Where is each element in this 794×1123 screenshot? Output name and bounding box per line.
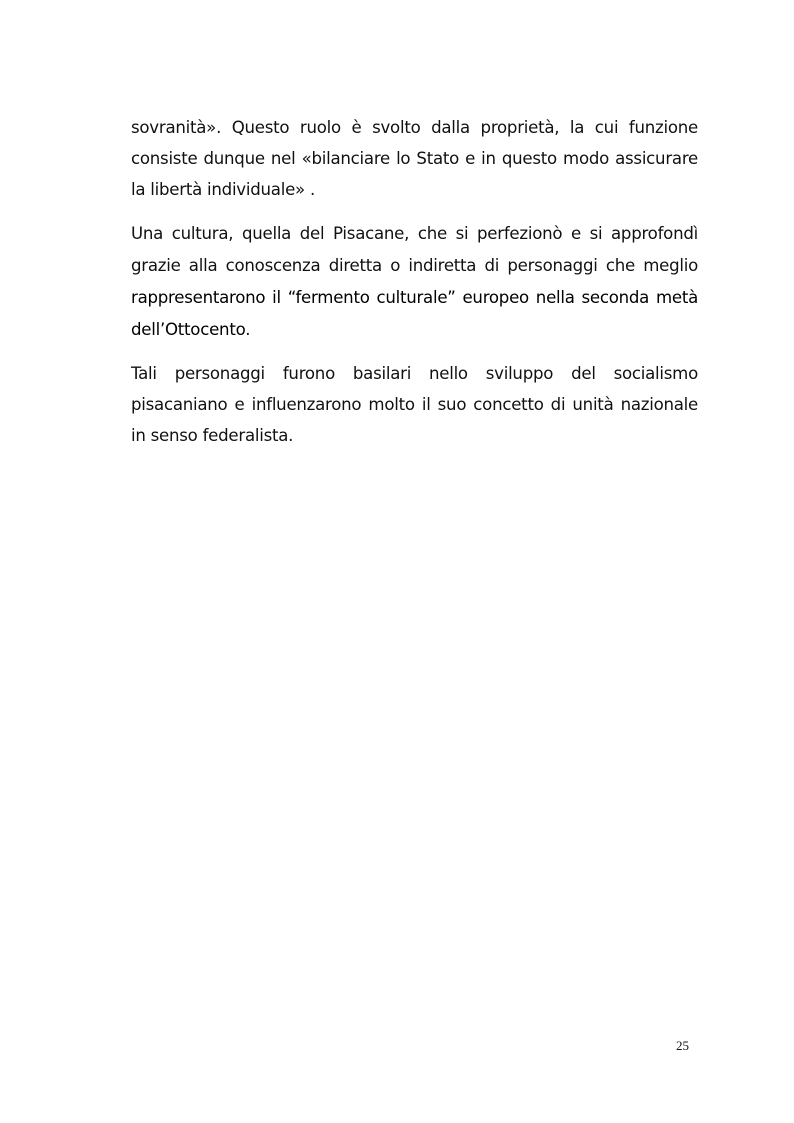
body-text: [131, 112, 698, 451]
paragraph-2: [131, 218, 698, 346]
paragraph-2-highlighted-text: rappresentarono il “fermento culturale” europeo nella seconda metà dell’Ottocento: [131, 288, 698, 339]
paragraph-2-end-punctuation: .: [245, 320, 251, 339]
paragraph-2-text: Una cultura, quella del Pisacane, che si perfezionò e si approfondì grazie alla conoscenza diretta o indiretta di personaggi che meglio: [131, 224, 698, 275]
page-number: 25: [676, 1038, 689, 1053]
paragraph-3: Tali personaggi furono basilari nello sviluppo del socialismo pisacaniano e influenzarono molto il suo concetto di unità nazionale in senso federalista.: [131, 364, 698, 445]
paragraph-1: sovranità». Questo ruolo è svolto dalla proprietà, la cui funzione consiste dunque nel «bilanciare lo Stato e in questo modo assicurare la libertà individuale» .: [131, 118, 698, 199]
